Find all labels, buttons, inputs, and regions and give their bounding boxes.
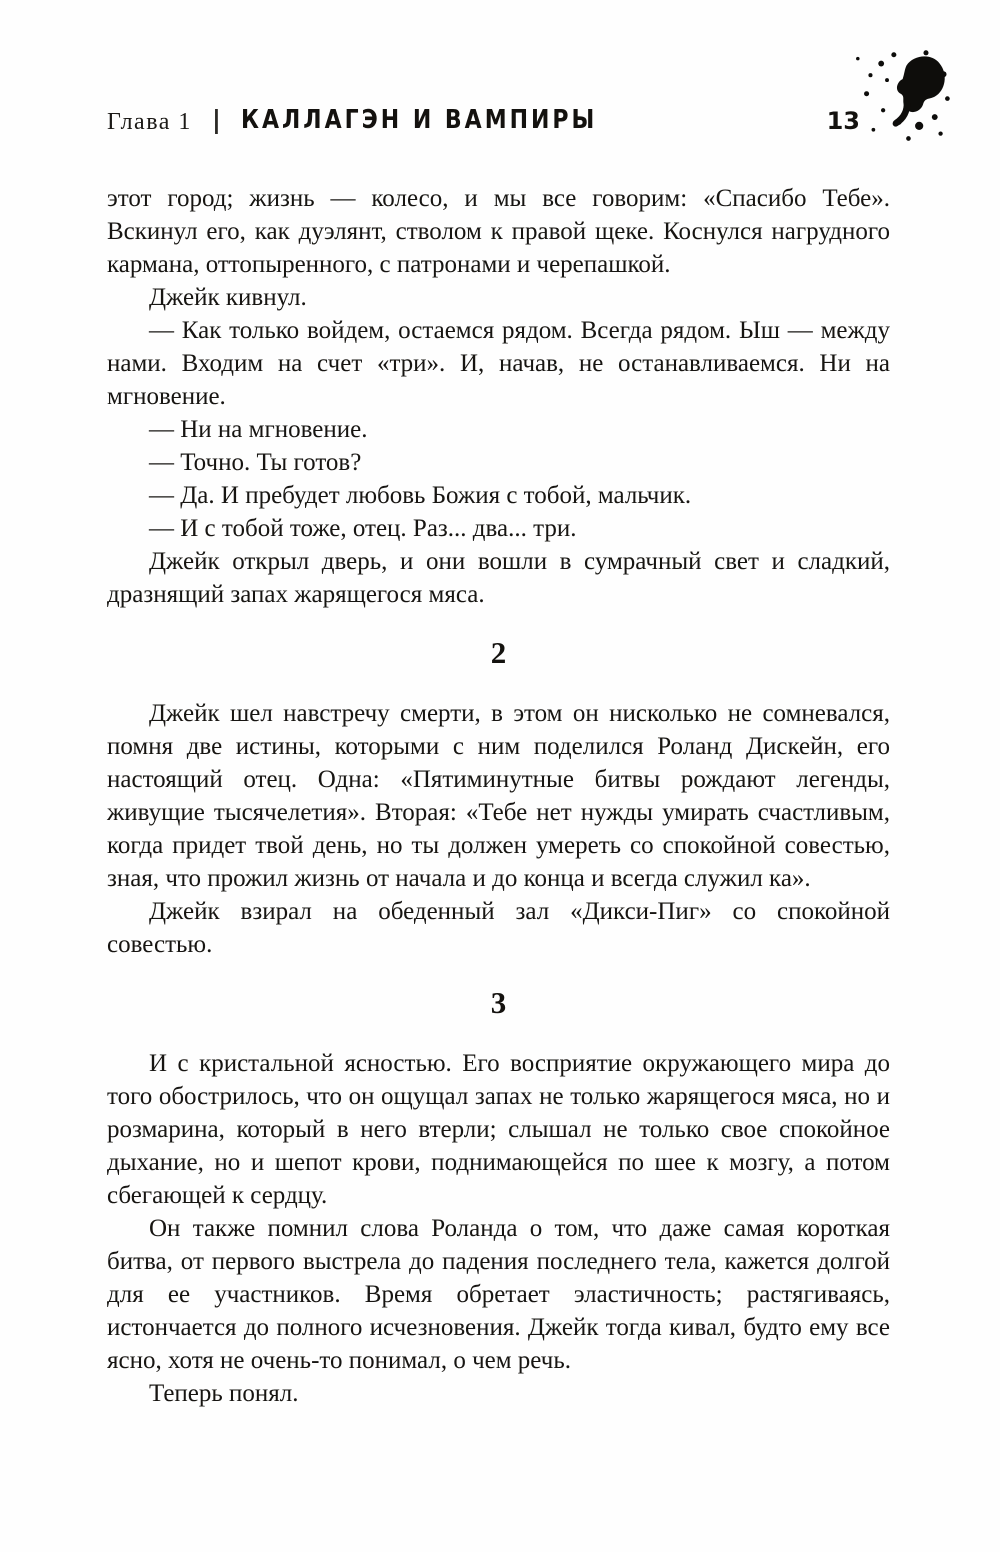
chapter-title: КАЛЛАГЭН И ВАМПИРЫ: [241, 105, 598, 135]
paragraph: — Ни на мгновение.: [149, 416, 368, 443]
page-header: [107, 106, 890, 136]
page-number: 13: [826, 107, 860, 135]
chapter-label: Глава 1: [107, 109, 192, 135]
paragraph: Джейк кивнул.: [149, 284, 307, 311]
paragraph: этот город; жизнь — колесо, и мы все говорим: «Спасибо Тебе». Вскинул его, как дуэлянт, стволом к правой щеке. Коснулся нагрудного кармана, оттопыренного, с патронами и черепашкой.: [107, 185, 890, 278]
chapter-heading: [107, 106, 597, 136]
paragraph: Джейк открыл дверь, и они вошли в сумрачный свет и сладкий, дразнящий запах жарящегося мяса.: [107, 548, 890, 608]
text-section-1: [107, 182, 890, 611]
text-section-3: [107, 983, 890, 1410]
header-divider: |: [211, 105, 222, 134]
paragraph: Джейк шел навстречу смерти, в этом он нисколько не сомневался, помня две истины, которыми с ним поделился Роланд Дискейн, его настоящий отец. Одна: «Пятиминутные битвы рождают легенды, живущие тысячелетия». Вторая: «Тебе нет нужды умирать счастливым, когда придет твой день, но ты должен умереть со спокойной совестью, зная, что прожил жизнь от начала и до конца и всегда служил ка».: [107, 700, 890, 892]
paragraph: — Точно. Ты готов?: [149, 449, 362, 476]
ink-splatter-icon: [824, 46, 952, 158]
section-heading: 2: [490, 635, 507, 670]
page-body: [107, 182, 890, 1410]
paragraph: Он также помнил слова Роланда о том, что даже самая короткая битва, от первого выстрела до падения последнего тела, кажется долгой для ее участников. Время обретает эластичность; растягиваясь, истончается до полного исчезновения. Джейк тогда кивал, будто ему все ясно, хотя не очень-то понимал, о чем речь.: [107, 1215, 890, 1374]
section-heading: 3: [490, 985, 507, 1020]
paragraph: — Как только войдем, остаемся рядом. Всегда рядом. Ыш — между нами. Входим на счет «три». И, начав, не останавливаемся. Ни на мгновение.: [107, 317, 890, 410]
paragraph: Теперь понял.: [149, 1380, 299, 1407]
paragraph: — И с тобой тоже, отец. Раз... два... три.: [149, 515, 577, 542]
text-section-2: [107, 633, 890, 961]
paragraph: — Да. И пребудет любовь Божия с тобой, мальчик.: [149, 482, 692, 509]
paragraph: И с кристальной ясностью. Его восприятие окружающего мира до того обострилось, что он ощущал запах не только жарящегося мяса, но и розмарина, который в него втерли; слышал не только свое спокойное дыхание, но и шепот крови, поднимающейся по шее к мозгу, а потом сбегающей к сердцу.: [107, 1050, 890, 1209]
paragraph: Джейк взирал на обеденный зал «Дикси-Пиг» со спокойной совестью.: [107, 898, 890, 958]
